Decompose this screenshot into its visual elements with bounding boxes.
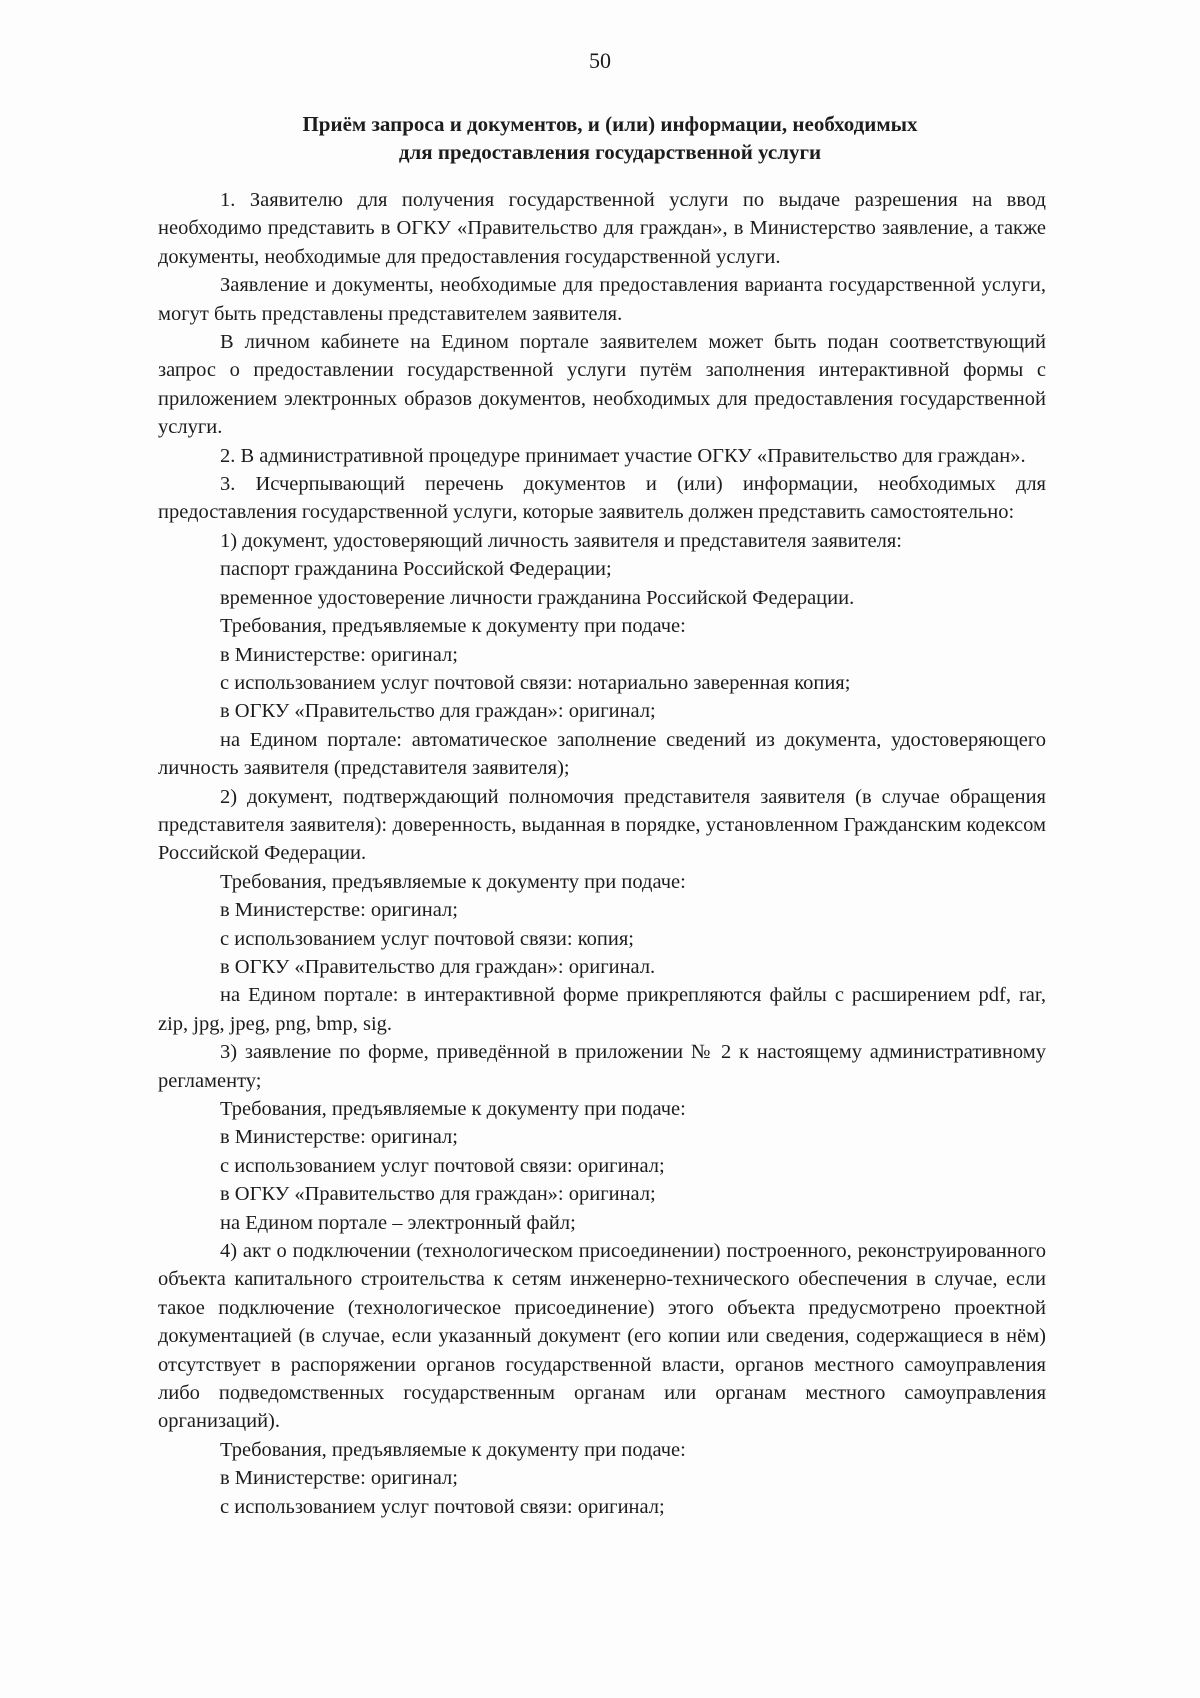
- heading-line-2: для предоставления государственной услуги: [398, 140, 822, 164]
- paragraph: с использованием услуг почтовой связи: копия;: [220, 927, 634, 950]
- paragraph: в ОГКУ «Правительство для граждан»: оригинал.: [220, 955, 656, 978]
- paragraph: с использованием услуг почтовой связи: оригинал;: [220, 1495, 665, 1518]
- paragraph: на Едином портале: в интерактивной форме прикрепляются файлы с расширением pdf, rar, zip, jpg, jpeg, png, bmp, sig.: [158, 984, 1046, 1035]
- paragraph: 3. Исчерпывающий перечень документов и (или) информации, необходимых для предоставления государственной услуги, которые заявитель должен представить самостоятельно:: [158, 473, 1046, 524]
- paragraph: Заявление и документы, необходимые для предоставления варианта государственной услуги, могут быть представлены представителем заявителя.: [158, 274, 1046, 325]
- paragraph: в Министерстве: оригинал;: [220, 1467, 458, 1490]
- paragraph: Требования, предъявляемые к документу при подаче:: [220, 870, 686, 893]
- paragraph: в Министерстве: оригинал;: [220, 643, 458, 666]
- paragraph: 2. В административной процедуре принимает участие ОГКУ «Правительство для граждан».: [220, 444, 1026, 467]
- paragraph: 2) документ, подтверждающий полномочия представителя заявителя (в случае обращения представителя заявителя): доверенность, выданная в порядке, установленном Гражданским кодексом Российской Федерации.: [158, 785, 1046, 865]
- paragraph: 1) документ, удостоверяющий личность заявителя и представителя заявителя:: [220, 529, 902, 552]
- paragraph: 4) акт о подключении (технологическом присоединении) построенного, реконструированного объекта капитального строительства к сетям инженерно-технического обеспечения в случае, если такое подключение (технологическое присоединение) этого объекта предусмотрено проектной документацией (в случае, если указанный документ (его копии или сведения, содержащиеся в нём) отсутствует в распоряжении органов государственной власти, органов местного самоуправления либо подведомственных государственным органам или органам местного самоуправления организаций).: [158, 1240, 1046, 1433]
- paragraph: с использованием услуг почтовой связи: нотариально заверенная копия;: [220, 671, 851, 694]
- paragraph: В личном кабинете на Едином портале заявителем может быть подан соответствующий запрос о предоставлении государственной услуги путём заполнения интерактивной формы с приложением электронных образов документов, необходимых для предоставления государственной услуги.: [158, 331, 1046, 439]
- paragraph: 1. Заявителю для получения государственной услуги по выдаче разрешения на ввод необходимо представить в ОГКУ «Правительство для граждан», в Министерство заявление, а также документы, необходимые для предоставления государственной услуги.: [158, 189, 1046, 268]
- paragraph: 3) заявление по форме, приведённой в приложении № 2 к настоящему административному регламенту;: [158, 1041, 1046, 1092]
- paragraph: в Министерстве: оригинал;: [220, 1126, 458, 1149]
- paragraph: в Министерстве: оригинал;: [220, 899, 458, 922]
- document-body: [158, 186, 1046, 1521]
- paragraph: в ОГКУ «Правительство для граждан»: оригинал;: [220, 700, 656, 723]
- paragraph: на Едином портале – электронный файл;: [220, 1211, 576, 1234]
- paragraph: паспорт гражданина Российской Федерации;: [220, 558, 612, 581]
- section-heading: [160, 110, 1060, 166]
- paragraph: Требования, предъявляемые к документу при подаче:: [220, 1438, 686, 1461]
- paragraph: на Едином портале: автоматическое заполнение сведений из документа, удостоверяющего личность заявителя (представителя заявителя);: [158, 728, 1046, 780]
- page-number: 50: [589, 48, 611, 73]
- paragraph: с использованием услуг почтовой связи: оригинал;: [220, 1154, 665, 1177]
- heading-line-1: Приём запроса и документов, и (или) информации, необходимых: [302, 112, 918, 136]
- paragraph: в ОГКУ «Правительство для граждан»: оригинал;: [220, 1183, 656, 1206]
- paragraph: Требования, предъявляемые к документу при подаче:: [220, 615, 686, 638]
- paragraph: Требования, предъявляемые к документу при подаче:: [220, 1098, 686, 1120]
- paragraph: временное удостоверение личности гражданина Российской Федерации.: [220, 586, 855, 609]
